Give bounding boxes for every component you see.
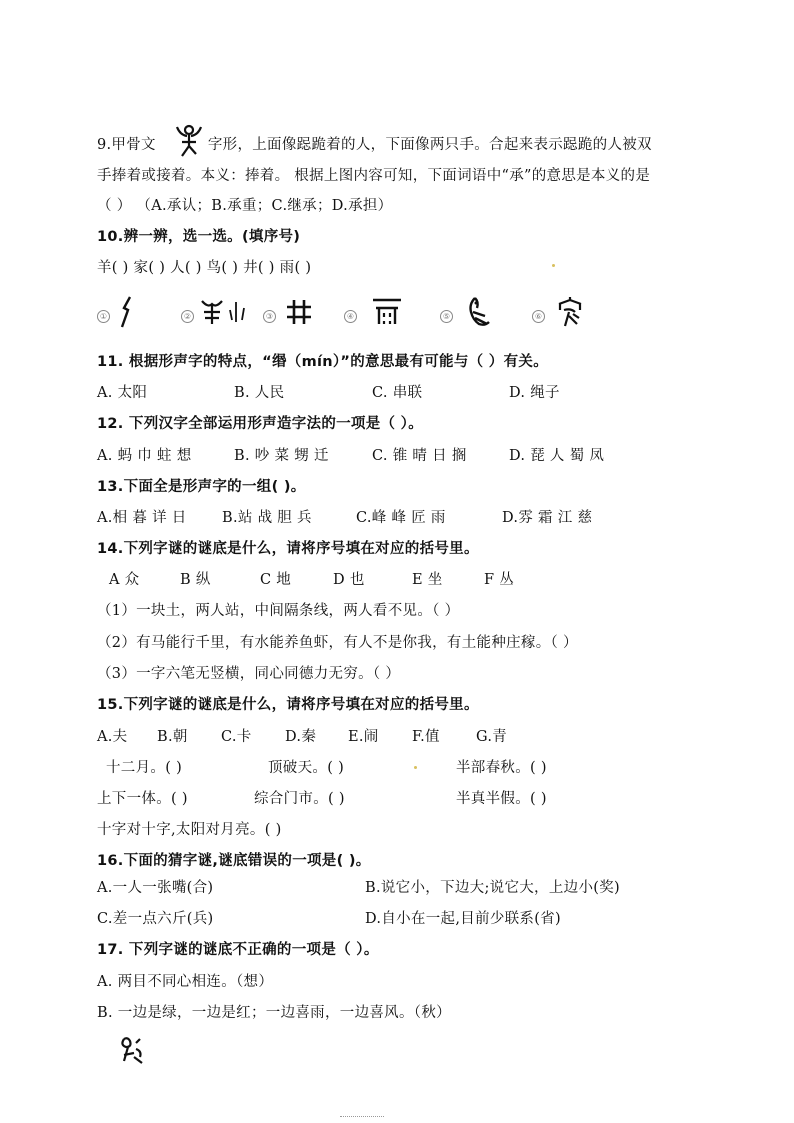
stray-dot [552, 264, 555, 267]
q10-title: 10.辨一辨，选一选。(填序号) [97, 229, 301, 245]
q15-option-d: D.秦 [285, 729, 317, 745]
q13-option-b: B.站 战 胆 兵 [222, 510, 312, 526]
q15-title: 15.下列字谜的谜底是什么，请将序号填在对应的括号里。 [97, 697, 479, 713]
q10-option-6-label: ⑥ [532, 306, 545, 325]
q11-option-b: B. 人民 [234, 385, 285, 401]
q15-riddle-4: 上下一体。( ) [97, 791, 188, 807]
q15-riddle-3: 半部春秋。( ) [456, 760, 547, 776]
oracle-bone-jia-icon [555, 294, 585, 330]
oracle-bone-ren-icon [116, 294, 138, 330]
q10-option-1-label: ① [97, 306, 110, 325]
oracle-bone-yu-icon [370, 296, 404, 328]
q14-item-1: （1）一块土，两人站，中间隔条线，两人看不见。（ ） [97, 603, 460, 619]
q16-option-d: D.自小在一起,目前少联系(省) [365, 911, 561, 927]
oracle-bone-niao-icon [465, 294, 493, 330]
page-footer-mark [340, 1116, 384, 1119]
q9-line3: （ ） （A.承认；B.承重；C.继承；D.承担） [97, 198, 393, 214]
q9-prefix: 9.甲骨文 [97, 137, 156, 153]
q16-title: 16.下面的猜字谜,谜底错误的一项是( )。 [97, 853, 371, 869]
q14-item-2: （2）有马能行千里，有水能养鱼虾，有人不是你我，有土能种庄稼。（ ） [97, 635, 578, 651]
q13-option-d: D.雰 霜 江 慈 [502, 510, 593, 526]
q14-option-e: E 坐 [412, 572, 443, 588]
q9-line2: 手捧着或接着。本义：捧着。 根据上图内容可知，下面词语中“承”的意思是本义的是 [97, 168, 651, 184]
q16-option-c: C.差一点六斤(兵) [97, 911, 214, 927]
q13-option-c: C.峰 峰 匠 雨 [356, 510, 446, 526]
q10-option-5-label: ⑤ [440, 306, 453, 325]
q14-option-b: B 纵 [180, 572, 211, 588]
q14-option-c: C 地 [260, 572, 292, 588]
q14-title: 14.下列字谜的谜底是什么，请将序号填在对应的括号里。 [97, 541, 479, 557]
q15-option-a: A.夫 [97, 729, 128, 745]
q15-riddle-5: 综合门市。( ) [254, 791, 345, 807]
q17-option-b: B. 一边是绿，一边是红；一边喜雨，一边喜风。（秋） [97, 1005, 451, 1021]
oracle-bone-jing-icon [284, 297, 314, 327]
q10-option-3-label: ③ [263, 306, 276, 325]
q10-option-2-label: ② [181, 306, 194, 325]
q12-option-c: C. 锥 晴 日 搁 [372, 448, 467, 464]
q13-option-a: A.相 暮 详 日 [97, 510, 187, 526]
q14-option-f: F 丛 [484, 572, 515, 588]
q12-option-a: A. 蚂 巾 蛀 想 [97, 448, 192, 464]
q11-title: 11. 根据形声字的特点，“缗（mín）”的意思最有可能与（ ）有关。 [97, 354, 548, 370]
q12-title: 12. 下列汉字全部运用形声造字法的一项是（ ）。 [97, 416, 424, 432]
q15-riddle-6: 半真半假。( ) [456, 791, 547, 807]
q10-option-4-label: ④ [344, 306, 357, 325]
oracle-bone-fragment-icon [118, 1035, 146, 1067]
q10-blanks: 羊( ) 家( ) 人( ) 鸟( ) 井( ) 雨( ) [97, 260, 312, 276]
q17-option-a: A. 两目不同心相连。（想） [97, 974, 274, 990]
q14-item-3: （3）一字六笔无竖横，同心同德力无穷。（ ） [97, 666, 401, 682]
q15-option-f: F.值 [412, 729, 440, 745]
q11-option-c: C. 串联 [372, 385, 423, 401]
q15-option-c: C.卡 [221, 729, 252, 745]
q12-option-b: B. 吵 菜 甥 迁 [234, 448, 329, 464]
q14-option-a: A 众 [109, 572, 140, 588]
q15-option-e: E.闹 [348, 729, 379, 745]
q15-riddle-7: 十字对十字,太阳对月亮。( ) [97, 822, 282, 838]
q9-text: 字形，上面像跽跪着的人，下面像两只手。合起来表示跽跪的人被双 [207, 137, 652, 153]
q15-option-g: G.青 [476, 729, 508, 745]
oracle-bone-yang-icon [198, 296, 254, 328]
stray-dot [414, 766, 417, 769]
q14-option-d: D 也 [333, 572, 365, 588]
q16-option-a: A.一人一张嘴(合) [97, 880, 214, 896]
q16-option-b: B.说它小，下边大;说它大，上边小(奖) [365, 880, 620, 896]
q11-option-a: A. 太阳 [97, 385, 148, 401]
q12-option-d: D. 琵 人 蜀 凤 [509, 448, 605, 464]
q17-title: 17. 下列字谜的谜底不正确的一项是（ ）。 [97, 942, 379, 958]
q13-title: 13.下面全是形声字的一组( )。 [97, 479, 306, 495]
q15-riddle-2: 顶破天。( ) [268, 760, 345, 776]
q15-riddle-1: 十二月。( ) [106, 760, 183, 776]
q11-option-d: D. 绳子 [509, 385, 560, 401]
q15-option-b: B.朝 [157, 729, 188, 745]
oracle-bone-cheng-icon [171, 124, 207, 158]
